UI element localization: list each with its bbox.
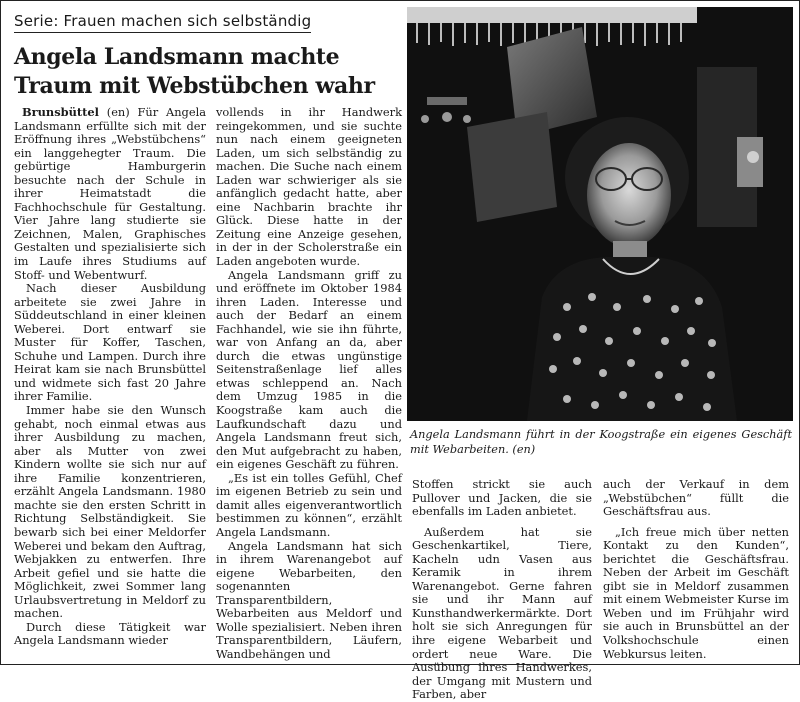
article-paragraph: Nach dieser Ausbildung arbeitete sie zwei Jahre in Süddeutschland in einer kleinen Weberei. Dort entwarf sie Muster für Koffer, Taschen, Schuhe und Lampen. Durch ihre Heirat kam sie nach Brunsbüttel und widmete sich fast 20 Jahre ihrer Familie. (14, 281, 206, 404)
article-paragraph: auch der Verkauf in dem „Webstübchen“ füllt die Geschäftsfrau aus. (603, 477, 789, 519)
article-paragraph: Angela Landsmann griff zu und eröffnete im Oktober 1984 ihren Laden. Interesse und auch der Bedarf an einem Fachhandel, wie sie ihn führte, war von Anfang an da, aber durch die etwas ungünstige Seitenstraßenlage lief alles etwas schleppend an. Nach dem Umzug 1985 in die Koogstraße kam auch die Laufkundschaft dazu und Angela Landsmann freut sich, den Mut aufgebracht zu haben, ein eigenes Geschäft zu führen. (216, 267, 402, 472)
headline-line-2: Traum mit Webstübchen wahr (14, 73, 375, 99)
headline (14, 43, 396, 101)
portrait-photo-drawing (407, 7, 793, 421)
article-paragraph: Außerdem hat sie Geschenkartikel, Tiere, Kacheln udn Vasen aus Keramik in ihrem Warenangebot. Gerne fahren sie und ihr Mann auf Kunsthandwerkermärkte. Dort holt sie sich Anregungen für ihre eigene Webarbeit und ordert neue Ware. Die Ausübung ihres Handwerkes, der Umgang mit Mustern und Farben, aber (412, 524, 592, 702)
article-paragraph: Durch diese Tätigkeit war Angela Landsmann wieder (14, 619, 206, 648)
article-column-4 (603, 477, 789, 661)
article-paragraph: Stoffen strickt sie auch Pullover und Jacken, die sie ebenfalls im Laden anbietet. (412, 477, 592, 519)
article-column-1 (14, 106, 206, 654)
series-label: Serie: Frauen machen sich selbständig (14, 12, 311, 33)
article-paragraph: vollends in ihr Handwerk reingekommen, und sie suchte nun nach einem geeigneten Laden, um sich selbständig zu machen. Die Suche nach einem Laden war schwieriger als sie anfänglich gedacht hatte, aber eine Nachbarin brachte ihr Glück. Diese hatte in der Zeitung eine Anzeige gesehen, in der in der Scholerstraße ein Laden angeboten wurde. (216, 105, 402, 269)
article-paragraph: Angela Landsmann hat sich in ihrem Warenangebot auf eigene Webarbeiten, den sogenannten Transparentbildern, Webarbeiten aus Meldorf und Wolle spezialisiert. Neben ihren Transparentbildern, Läufern, Wandbehängen und (216, 538, 402, 661)
article-paragraph: Immer habe sie den Wunsch gehabt, noch einmal etwas aus ihrer Ausbildung zu machen, aber als Mutter von zwei Kindern wollte sie sich nur auf ihre Familie konzentrieren, erzählt Angela Landsmann. 1980 machte sie den ersten Schritt in Richtung Selbständigkeit. Sie bewarb sich bei einer Meldorfer Weberei und bekam den Auftrag, Webjakken zu entwerfen. Ihre Arbeit gefiel und sie hatte die Möglichkeit, zwei Sommer lang Urlaubsvertretung in Meldorf zu machen. (14, 403, 206, 621)
article-paragraph: „Es ist ein tolles Gefühl, Chef im eigenen Betrieb zu sein und damit alles eigenverantwortlich bestimmen zu können“, erzählt Angela Landsmann. (216, 470, 402, 539)
article-paragraph: „Ich freue mich über netten Kontakt zu den Kunden“, berichtet die Geschäftsfrau. Neben der Arbeit im Geschäft gibt sie in Meldorf zusammen mit einem Webmeister Kurse im Weben und im Frühjahr wird sie auch in Brunsbüttel an der Volkshochschule einen Webkursus leiten. (603, 524, 789, 661)
article-paragraph: Brunsbüttel (en) Für Angela Landsmann erfüllte sich mit der Eröffnung ihres „Webstübchens“ ein langgehegter Traum. Die gebürtige Hamburgerin besuchte nach der Schule in ihrer Heimatstadt die Fachhochschule für Gestaltung. Vier Jahre lang studierte sie Zeichnen, Malen, Graphisches Gestalten und spezialisierte sich im Laufe ihres Studiums auf Stoff- und Webentwurf. (14, 105, 207, 282)
photo-caption: Angela Landsmann führt in der Koogstraße ein eigenes Geschäft mit Webarbeiten. (en) (410, 428, 792, 456)
headline-line-1: Angela Landsmann machte (14, 44, 340, 70)
article-column-3 (412, 477, 592, 702)
portrait-photo (407, 7, 793, 421)
article-column-2 (216, 105, 402, 661)
dateline: Brunsbüttel (22, 105, 99, 119)
